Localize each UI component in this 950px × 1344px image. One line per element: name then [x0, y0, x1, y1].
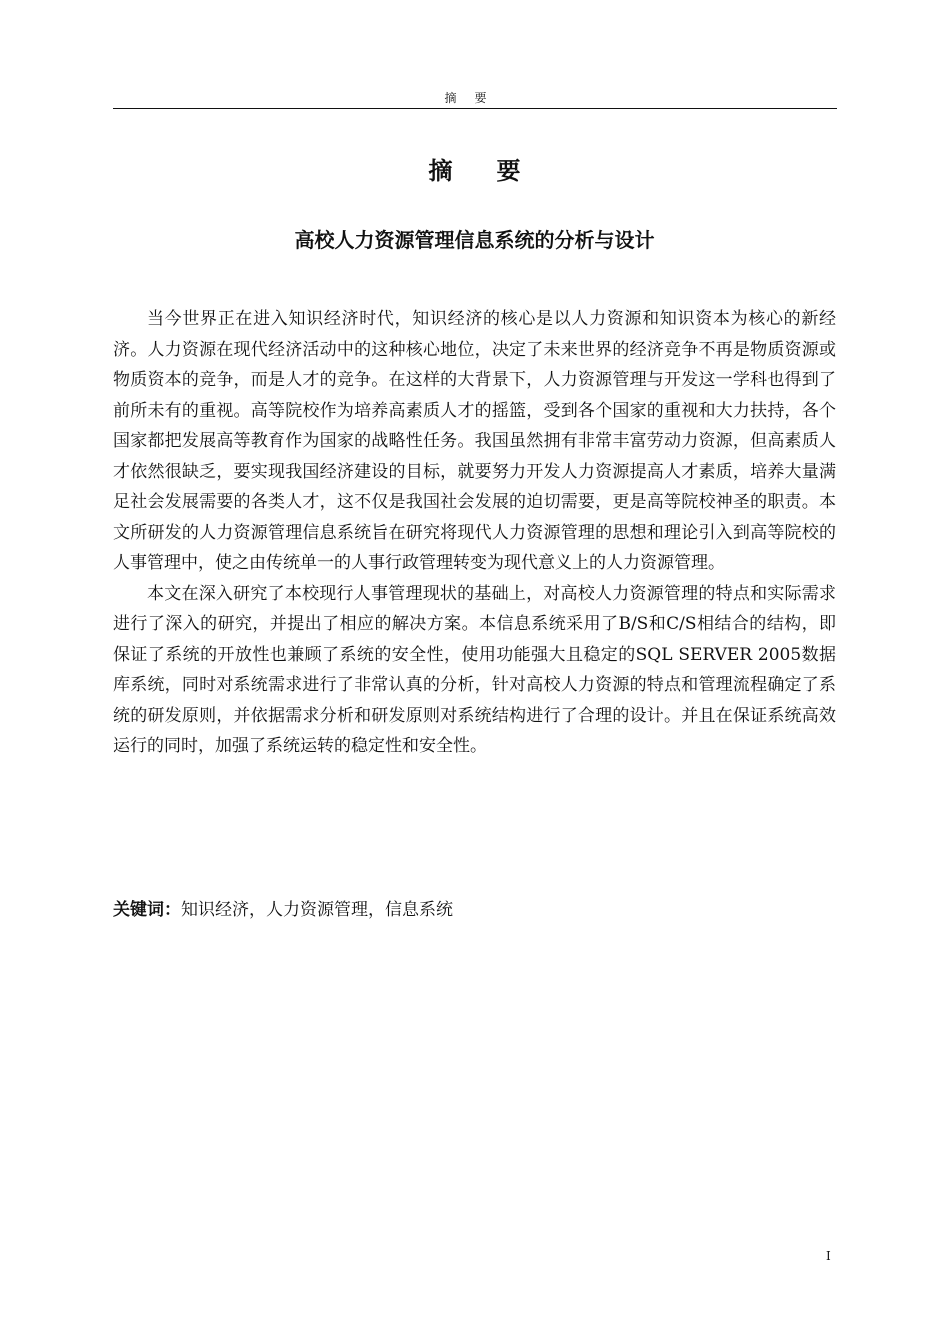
- header-rule: [113, 108, 837, 109]
- thesis-title: 高校人力资源管理信息系统的分析与设计: [294, 228, 655, 252]
- keywords-label: 关键词：: [113, 900, 181, 920]
- keywords-value: 知识经济，人力资源管理，信息系统: [181, 900, 453, 920]
- abstract-paragraph-1: 当今世界正在进入知识经济时代，知识经济的核心是以人力资源和知识资本为核心的新经济。人力资源在现代经济活动中的这种核心地位，决定了未来世界的经济竞争不再是物质资源或物质资本的竞争，而是人才的竞争。在这样的大背景下，人力资源管理与开发这一学科也得到了前所未有的重视。高等院校作为培养高素质人才的摇篮，受到各个国家的重视和大力扶持，各个国家都把发展高等教育作为国家的战略性任务。我国虽然拥有非常丰富劳动力资源，但高素质人才依然很缺乏，要实现我国经济建设的目标，就要努力开发人力资源提高人才素质，培养大量满足社会发展需要的各类人才，这不仅是我国社会发展的迫切需要，更是高等院校神圣的职责。本文所研发的人力资源管理信息系统旨在研究将现代人力资源管理的思想和理论引入到高等院校的人事管理中，使之由传统单一的人事行政管理转变为现代意义上的人力资源管理。: [113, 309, 836, 573]
- page-title: 摘要: [428, 156, 565, 185]
- running-header: 摘要: [444, 91, 505, 105]
- keywords-line: [113, 895, 836, 925]
- abstract-body: [113, 304, 836, 762]
- page-number: I: [826, 1249, 831, 1263]
- abstract-paragraph-2: 本文在深入研究了本校现行人事管理现状的基础上，对高校人力资源管理的特点和实际需求进行了深入的研究，并提出了相应的解决方案。本信息系统采用了B/S和C/S相结合的结构，即保证了系统的开放性也兼顾了系统的安全性，使用功能强大且稳定的SQL SERVER 2005数据库系统，同时对系统需求进行了非常认真的分析，针对高校人力资源的特点和管理流程确定了系统的研发原则，并依据需求分析和研发原则对系统结构进行了合理的设计。并且在保证系统高效运行的同时，加强了系统运转的稳定性和安全性。: [113, 583, 836, 756]
